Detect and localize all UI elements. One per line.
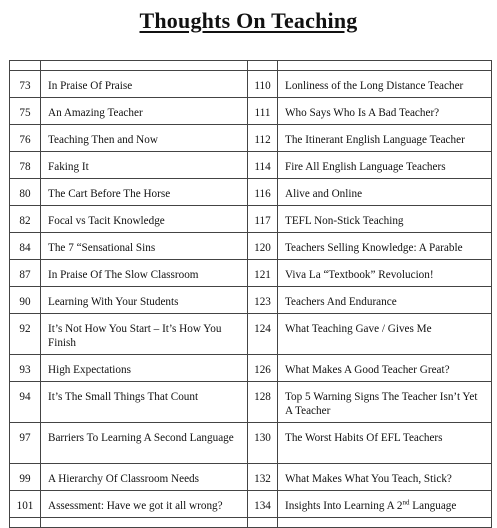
- left-page-number: 73: [10, 71, 41, 98]
- left-page-number: 94: [10, 382, 41, 423]
- right-page-number: 120: [248, 233, 278, 260]
- title-text-part: Language: [409, 500, 457, 512]
- table-row: [10, 314, 492, 355]
- right-page-number: 121: [248, 260, 278, 287]
- right-essay-title: What Makes What You Teach, Stick?: [278, 464, 492, 491]
- right-essay-title: Who Says Who Is A Bad Teacher?: [278, 98, 492, 125]
- left-essay-title: Assessment: Have we got it all wrong?: [41, 491, 248, 518]
- table-cell: [10, 518, 41, 528]
- title-text-part: Insights Into Learning A 2: [285, 500, 403, 512]
- right-essay-title: What Teaching Gave / Gives Me: [278, 314, 492, 355]
- right-essay-title: Alive and Online: [278, 179, 492, 206]
- table-row: [10, 179, 492, 206]
- right-essay-title: What Makes A Good Teacher Great?: [278, 355, 492, 382]
- table-row: [10, 491, 492, 518]
- right-essay-title: Teachers And Endurance: [278, 287, 492, 314]
- left-essay-title: It’s Not How You Start – It’s How You Finish: [41, 314, 248, 355]
- left-page-number: 82: [10, 206, 41, 233]
- table-row: [10, 260, 492, 287]
- ordinal-suffix: nd: [402, 498, 410, 507]
- table-row: [10, 287, 492, 314]
- left-page-number: 99: [10, 464, 41, 491]
- table-cell: [248, 518, 278, 528]
- right-essay-title: Top 5 Warning Signs The Teacher Isn’t Yet A Teacher: [278, 382, 492, 423]
- left-essay-title: Faking It: [41, 152, 248, 179]
- table-row: [10, 464, 492, 491]
- right-page-number: 123: [248, 287, 278, 314]
- table-cell: [41, 61, 248, 71]
- right-page-number: 117: [248, 206, 278, 233]
- right-page-number: 130: [248, 423, 278, 464]
- left-essay-title: The Cart Before The Horse: [41, 179, 248, 206]
- left-page-number: 75: [10, 98, 41, 125]
- left-page-number: 87: [10, 260, 41, 287]
- right-page-number: 128: [248, 382, 278, 423]
- right-page-number: 132: [248, 464, 278, 491]
- table-row: [10, 98, 492, 125]
- left-essay-title: Focal vs Tacit Knowledge: [41, 206, 248, 233]
- right-essay-title: Lonliness of the Long Distance Teacher: [278, 71, 492, 98]
- left-page-number: 84: [10, 233, 41, 260]
- table-cell: [248, 61, 278, 71]
- right-essay-title: Teachers Selling Knowledge: A Parable: [278, 233, 492, 260]
- table-bottom-spacer-row: [10, 518, 492, 528]
- right-page-number: 112: [248, 125, 278, 152]
- left-page-number: 90: [10, 287, 41, 314]
- table-cell: [278, 518, 492, 528]
- left-essay-title: Barriers To Learning A Second Language: [41, 423, 248, 464]
- right-essay-title: The Worst Habits Of EFL Teachers: [278, 423, 492, 464]
- left-essay-title: Learning With Your Students: [41, 287, 248, 314]
- left-page-number: 93: [10, 355, 41, 382]
- right-page-number: 110: [248, 71, 278, 98]
- right-page-number: 114: [248, 152, 278, 179]
- right-essay-title: Viva La “Textbook” Revolucion!: [278, 260, 492, 287]
- table-row: [10, 233, 492, 260]
- left-essay-title: Teaching Then and Now: [41, 125, 248, 152]
- left-page-number: 92: [10, 314, 41, 355]
- right-essay-title: Fire All English Language Teachers: [278, 152, 492, 179]
- left-page-number: 76: [10, 125, 41, 152]
- table-row: [10, 355, 492, 382]
- left-essay-title: A Hierarchy Of Classroom Needs: [41, 464, 248, 491]
- table-row: [10, 206, 492, 233]
- table-cell: [41, 518, 248, 528]
- table-row: [10, 152, 492, 179]
- table-cell: [10, 61, 41, 71]
- table-of-contents: [9, 60, 492, 528]
- left-page-number: 80: [10, 179, 41, 206]
- right-page-number: 134: [248, 491, 278, 518]
- right-essay-title: The Itinerant English Language Teacher: [278, 125, 492, 152]
- page-title: Thoughts On Teaching: [139, 8, 358, 33]
- left-page-number: 97: [10, 423, 41, 464]
- left-essay-title: It’s The Small Things That Count: [41, 382, 248, 423]
- table-row: [10, 71, 492, 98]
- right-essay-title: TEFL Non-Stick Teaching: [278, 206, 492, 233]
- table-top-spacer-row: [10, 61, 492, 71]
- table-row: [10, 125, 492, 152]
- left-essay-title: An Amazing Teacher: [41, 98, 248, 125]
- right-page-number: 126: [248, 355, 278, 382]
- left-essay-title: In Praise Of Praise: [41, 71, 248, 98]
- table-row: [10, 423, 492, 464]
- left-page-number: 101: [10, 491, 41, 518]
- right-essay-title: [278, 491, 492, 518]
- table-cell: [278, 61, 492, 71]
- table-row: [10, 382, 492, 423]
- left-essay-title: High Expectations: [41, 355, 248, 382]
- right-page-number: 116: [248, 179, 278, 206]
- left-essay-title: In Praise Of The Slow Classroom: [41, 260, 248, 287]
- right-page-number: 124: [248, 314, 278, 355]
- left-page-number: 78: [10, 152, 41, 179]
- right-page-number: 111: [248, 98, 278, 125]
- left-essay-title: The 7 “Sensational Sins: [41, 233, 248, 260]
